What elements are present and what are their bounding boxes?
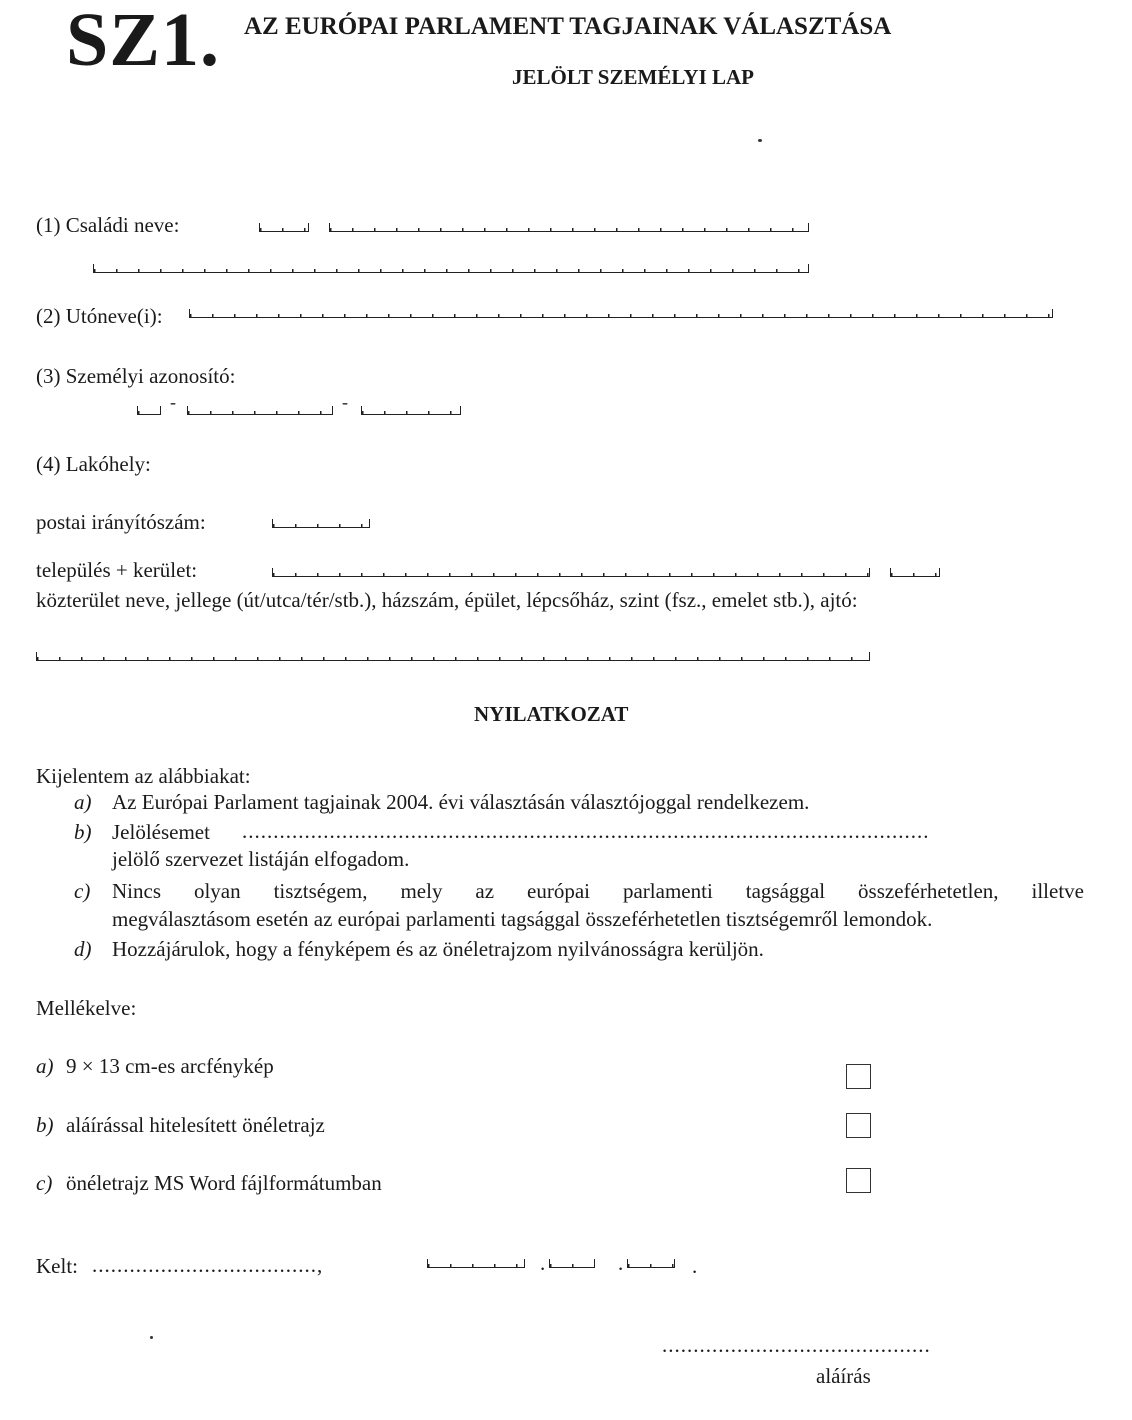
- date-separator: .: [540, 1251, 546, 1275]
- declaration-item-a: Az Európai Parlament tagjainak 2004. évi választásán választójoggal rendelkezem.: [112, 790, 810, 814]
- residence-label: (4) Lakóhely:: [36, 452, 151, 476]
- scan-speck: [150, 1336, 153, 1339]
- given-names-boxes[interactable]: [189, 309, 1053, 318]
- date-year-boxes[interactable]: [427, 1259, 525, 1268]
- signature-label: aláírás: [816, 1364, 871, 1388]
- attachment-cv-label: aláírással hitelesített önéletrajz: [66, 1113, 325, 1137]
- attachment-letter: a): [36, 1054, 54, 1078]
- page-title: AZ EURÓPAI PARLAMENT TAGJAINAK VÁLASZTÁSA: [244, 13, 892, 40]
- declaration-item-letter: d): [74, 937, 92, 961]
- street-label: közterület neve, jellege (út/utca/tér/stb.), házszám, épület, lépcsőház, szint (fsz., emelet stb.), ajtó:: [36, 588, 858, 612]
- date-separator: .: [618, 1251, 624, 1275]
- personal-id-boxes-2[interactable]: [187, 406, 333, 415]
- attachment-photo-label: 9 × 13 cm-es arcfénykép: [66, 1054, 274, 1078]
- settlement-label: település + kerület:: [36, 558, 198, 582]
- declaration-heading: NYILATKOZAT: [474, 702, 629, 726]
- given-names-label: (2) Utóneve(i):: [36, 304, 163, 328]
- declaration-item-letter: a): [74, 790, 92, 814]
- settlement-boxes[interactable]: [272, 568, 870, 577]
- attachment-letter: c): [36, 1171, 53, 1195]
- dated-place-fill-line[interactable]: ....................................,: [92, 1253, 324, 1277]
- date-month-boxes[interactable]: [549, 1259, 595, 1268]
- scan-speck: [758, 139, 762, 142]
- personal-id-boxes-3[interactable]: [361, 406, 461, 415]
- page-subtitle: JELÖLT SZEMÉLYI LAP: [512, 65, 754, 89]
- personal-id-label: (3) Személyi azonosító:: [36, 364, 236, 388]
- declaration-item-b: Jelölésemet: [112, 820, 210, 844]
- attachment-word-label: önéletrajz MS Word fájlformátumban: [66, 1171, 382, 1195]
- personal-id-separator: -: [170, 392, 176, 412]
- declaration-item-letter: b): [74, 820, 92, 844]
- organization-fill-line[interactable]: ..............................................................................................................: [242, 819, 930, 843]
- dated-label: Kelt:: [36, 1254, 78, 1278]
- declaration-item-d: Hozzájárulok, hogy a fényképem és az önéletrajzom nyilvánosságra kerüljön.: [112, 937, 764, 961]
- family-name-boxes[interactable]: [329, 223, 809, 232]
- form-code: SZ1.: [66, 0, 220, 82]
- attachment-cv-checkbox[interactable]: [846, 1113, 871, 1138]
- postcode-boxes[interactable]: [272, 519, 370, 528]
- attachments-label: Mellékelve:: [36, 996, 137, 1020]
- district-boxes[interactable]: [890, 568, 940, 577]
- family-name-label: (1) Családi neve:: [36, 213, 180, 237]
- street-boxes[interactable]: [36, 652, 870, 661]
- declaration-intro: Kijelentem az alábbiakat:: [36, 764, 251, 788]
- family-name-boxes-line2[interactable]: [93, 264, 809, 273]
- postcode-label: postai irányítószám:: [36, 510, 206, 534]
- declaration-item-c-line2: megválasztásom esetén az európai parlamenti tagsággal összeférhetetlen tisztségemről lemondok.: [112, 907, 933, 931]
- personal-id-separator: -: [342, 392, 348, 412]
- attachment-word-checkbox[interactable]: [846, 1168, 871, 1193]
- attachment-letter: b): [36, 1113, 54, 1137]
- declaration-item-letter: c): [74, 879, 91, 903]
- personal-id-boxes-1[interactable]: [137, 406, 161, 415]
- attachment-photo-checkbox[interactable]: [846, 1064, 871, 1089]
- declaration-item-b-cont: jelölő szervezet listáján elfogadom.: [112, 847, 410, 871]
- date-separator: .: [692, 1254, 698, 1278]
- date-day-boxes[interactable]: [627, 1259, 675, 1268]
- signature-fill-line[interactable]: ...........................................: [662, 1333, 931, 1357]
- declaration-item-c-line1: Nincs olyan tisztségem, mely az európai parlamenti tagsággal összeférhetetlen, illetve: [112, 879, 1084, 903]
- family-name-prefix-boxes[interactable]: [259, 223, 309, 232]
